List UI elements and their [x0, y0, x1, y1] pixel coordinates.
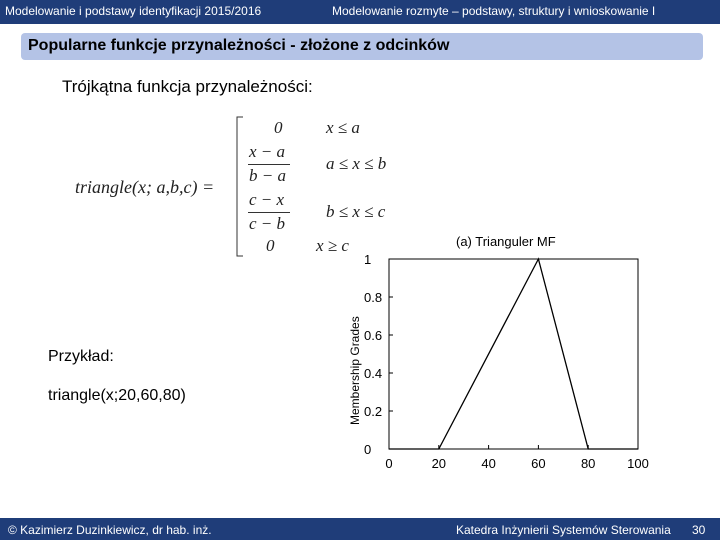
footer-department: Katedra Inżynierii Systemów Sterowania: [456, 523, 671, 537]
chart-frame: [389, 259, 638, 449]
case2-denominator: b − a: [249, 166, 286, 185]
lecture-title: Modelowanie rozmyte – podstawy, struktury i wnioskowanie I: [332, 4, 656, 18]
example-value: triangle(x;20,60,80): [48, 387, 186, 404]
chart-y-label: Membership Grades: [348, 316, 362, 425]
case4-condition: x ≥ c: [316, 236, 349, 255]
triangle-mf-chart: [340, 225, 670, 495]
case3-numerator: c − x: [249, 190, 285, 209]
left-brace-icon: [232, 116, 246, 260]
x-tick-label: 20: [431, 456, 447, 471]
case3-fraction-bar: [248, 212, 290, 213]
x-tick-label: 100: [627, 456, 649, 471]
x-tick-label: 60: [531, 456, 546, 471]
formula-lhs: triangle(x; a,b,c) =: [75, 177, 215, 197]
case1-condition: x ≤ a: [326, 118, 360, 137]
case4-value: 0: [266, 236, 275, 255]
case3-denominator: c − b: [249, 214, 286, 233]
case1-value: 0: [274, 118, 283, 137]
case2-condition: a ≤ x ≤ b: [326, 154, 387, 173]
case2-fraction-bar: [248, 164, 290, 165]
x-tick-label: 0: [385, 456, 393, 471]
case3-condition: b ≤ x ≤ c: [326, 202, 386, 221]
slide-title: Popularne funkcje przynależności - złożone z odcinków: [28, 37, 450, 54]
page-number: 30: [692, 523, 706, 537]
y-tick-label: 1: [364, 252, 372, 267]
x-tick-label: 40: [481, 456, 496, 471]
footer-bar: [0, 518, 720, 540]
membership-line: [389, 259, 638, 449]
header-bar: [0, 0, 720, 24]
y-tick-label: 0.8: [364, 290, 383, 305]
y-tick-label: 0.6: [364, 328, 383, 343]
x-tick-label: 80: [580, 456, 596, 471]
chart-title: (a) Trianguler MF: [456, 234, 556, 249]
slide-subtitle: Trójkątna funkcja przynależności:: [62, 77, 313, 96]
course-title: Modelowanie i podstawy identyfikacji 2015/2016: [5, 4, 262, 18]
y-tick-label: 0.2: [364, 404, 383, 419]
example-label: Przykład:: [48, 348, 114, 365]
case2-numerator: x − a: [249, 142, 286, 161]
y-tick-label: 0.4: [364, 366, 383, 381]
slide-title-bar: [21, 33, 703, 60]
y-tick-label: 0: [364, 442, 372, 457]
footer-author: © Kazimierz Duzinkiewicz, dr hab. inż.: [8, 523, 212, 537]
